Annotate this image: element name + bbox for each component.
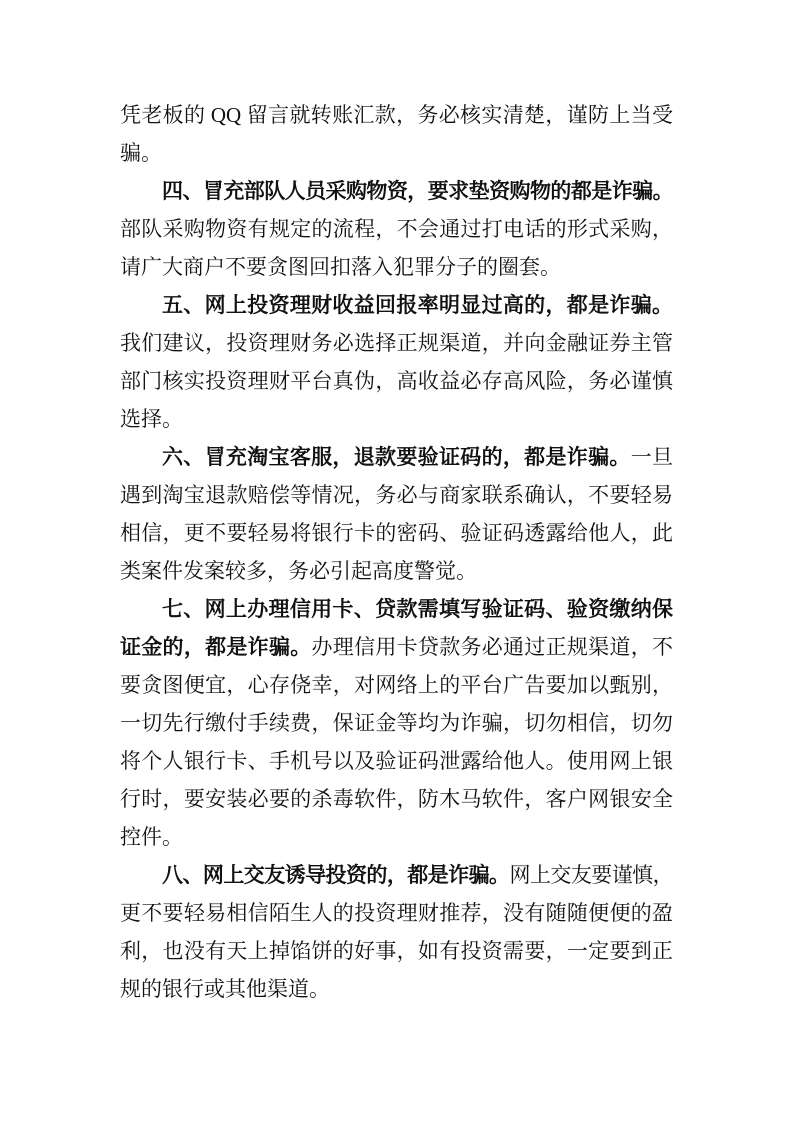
text-segment: 更不要轻易相信陌生人的投资理财推荐，没有随随便便的盈 [120, 901, 673, 925]
heading-text: 证金的，都是诈骗。 [120, 635, 312, 659]
text-line [120, 134, 673, 172]
text-segment: 凭老板的 QQ 留言就转账汇款，务必核实清楚，谨防上当受 [120, 103, 673, 127]
text-line [120, 248, 673, 286]
text-line [120, 856, 673, 894]
text-segment: 行时，要安装必要的杀毒软件，防木马软件，客户网银安全 [120, 787, 673, 811]
text-segment: 我们建议，投资理财务必选择正规渠道，并向金融证券主管 [120, 331, 673, 355]
text-line [120, 780, 673, 818]
text-segment: 一旦 [630, 445, 674, 469]
text-segment: 利，也没有天上掉馅饼的好事，如有投资需要，一定要到正 [120, 939, 673, 963]
text-line [120, 362, 673, 400]
heading-text: 四、冒充部队人员采购物资，要求垫资购物的都是诈骗。 [162, 179, 673, 203]
text-segment: 要贪图便宜，心存侥幸，对网络上的平台广告要加以甄别， [120, 673, 673, 697]
text-line [120, 932, 673, 970]
heading-text: 八、网上交友诱导投资的，都是诈骗。 [162, 863, 510, 887]
heading-text: 六、冒充淘宝客服，退款要验证码的，都是诈骗。 [162, 445, 631, 469]
text-segment: 将个人银行卡、手机号以及验证码泄露给他人。使用网上银 [120, 749, 673, 773]
text-line [120, 476, 673, 514]
text-line [120, 818, 673, 856]
text-line [120, 210, 673, 248]
text-line [120, 286, 673, 324]
text-line [120, 894, 673, 932]
text-segment: 遇到淘宝退款赔偿等情况，务必与商家联系确认，不要轻易 [120, 483, 673, 507]
text-segment: 规的银行或其他渠道。 [120, 977, 330, 1001]
text-segment: 办理信用卡贷款务必通过正规渠道，不 [311, 635, 674, 659]
text-line [120, 704, 673, 742]
text-line [120, 666, 673, 704]
text-line [120, 172, 673, 210]
heading-text: 五、网上投资理财收益回报率明显过高的，都是诈骗。 [162, 293, 673, 317]
text-line [120, 970, 673, 1008]
text-segment: 骗。 [120, 141, 162, 165]
document-text-block [120, 96, 673, 1008]
text-segment: 部门核实投资理财平台真伪，高收益必存高风险，务必谨慎 [120, 369, 673, 393]
text-segment: 相信，更不要轻易将银行卡的密码、验证码透露给他人，此 [120, 521, 673, 545]
text-segment: 网上交友要谨慎， [509, 863, 673, 887]
text-line [120, 514, 673, 552]
text-segment: 一切先行缴付手续费，保证金等均为诈骗，切勿相信，切勿 [120, 711, 673, 735]
text-segment: 部队采购物资有规定的流程，不会通过打电话的形式采购， [120, 217, 673, 241]
text-segment: 类案件发案较多，务必引起高度警觉。 [120, 559, 477, 583]
text-line [120, 590, 673, 628]
heading-text: 七、网上办理信用卡、贷款需填写验证码、验资缴纳保 [162, 597, 673, 621]
text-line [120, 96, 673, 134]
text-segment: 控件。 [120, 825, 183, 849]
text-line [120, 628, 673, 666]
text-line [120, 742, 673, 780]
text-line [120, 438, 673, 476]
text-segment: 选择。 [120, 407, 183, 431]
text-line [120, 324, 673, 362]
text-line [120, 400, 673, 438]
text-line [120, 552, 673, 590]
text-segment: 请广大商户不要贪图回扣落入犯罪分子的圈套。 [120, 255, 561, 279]
